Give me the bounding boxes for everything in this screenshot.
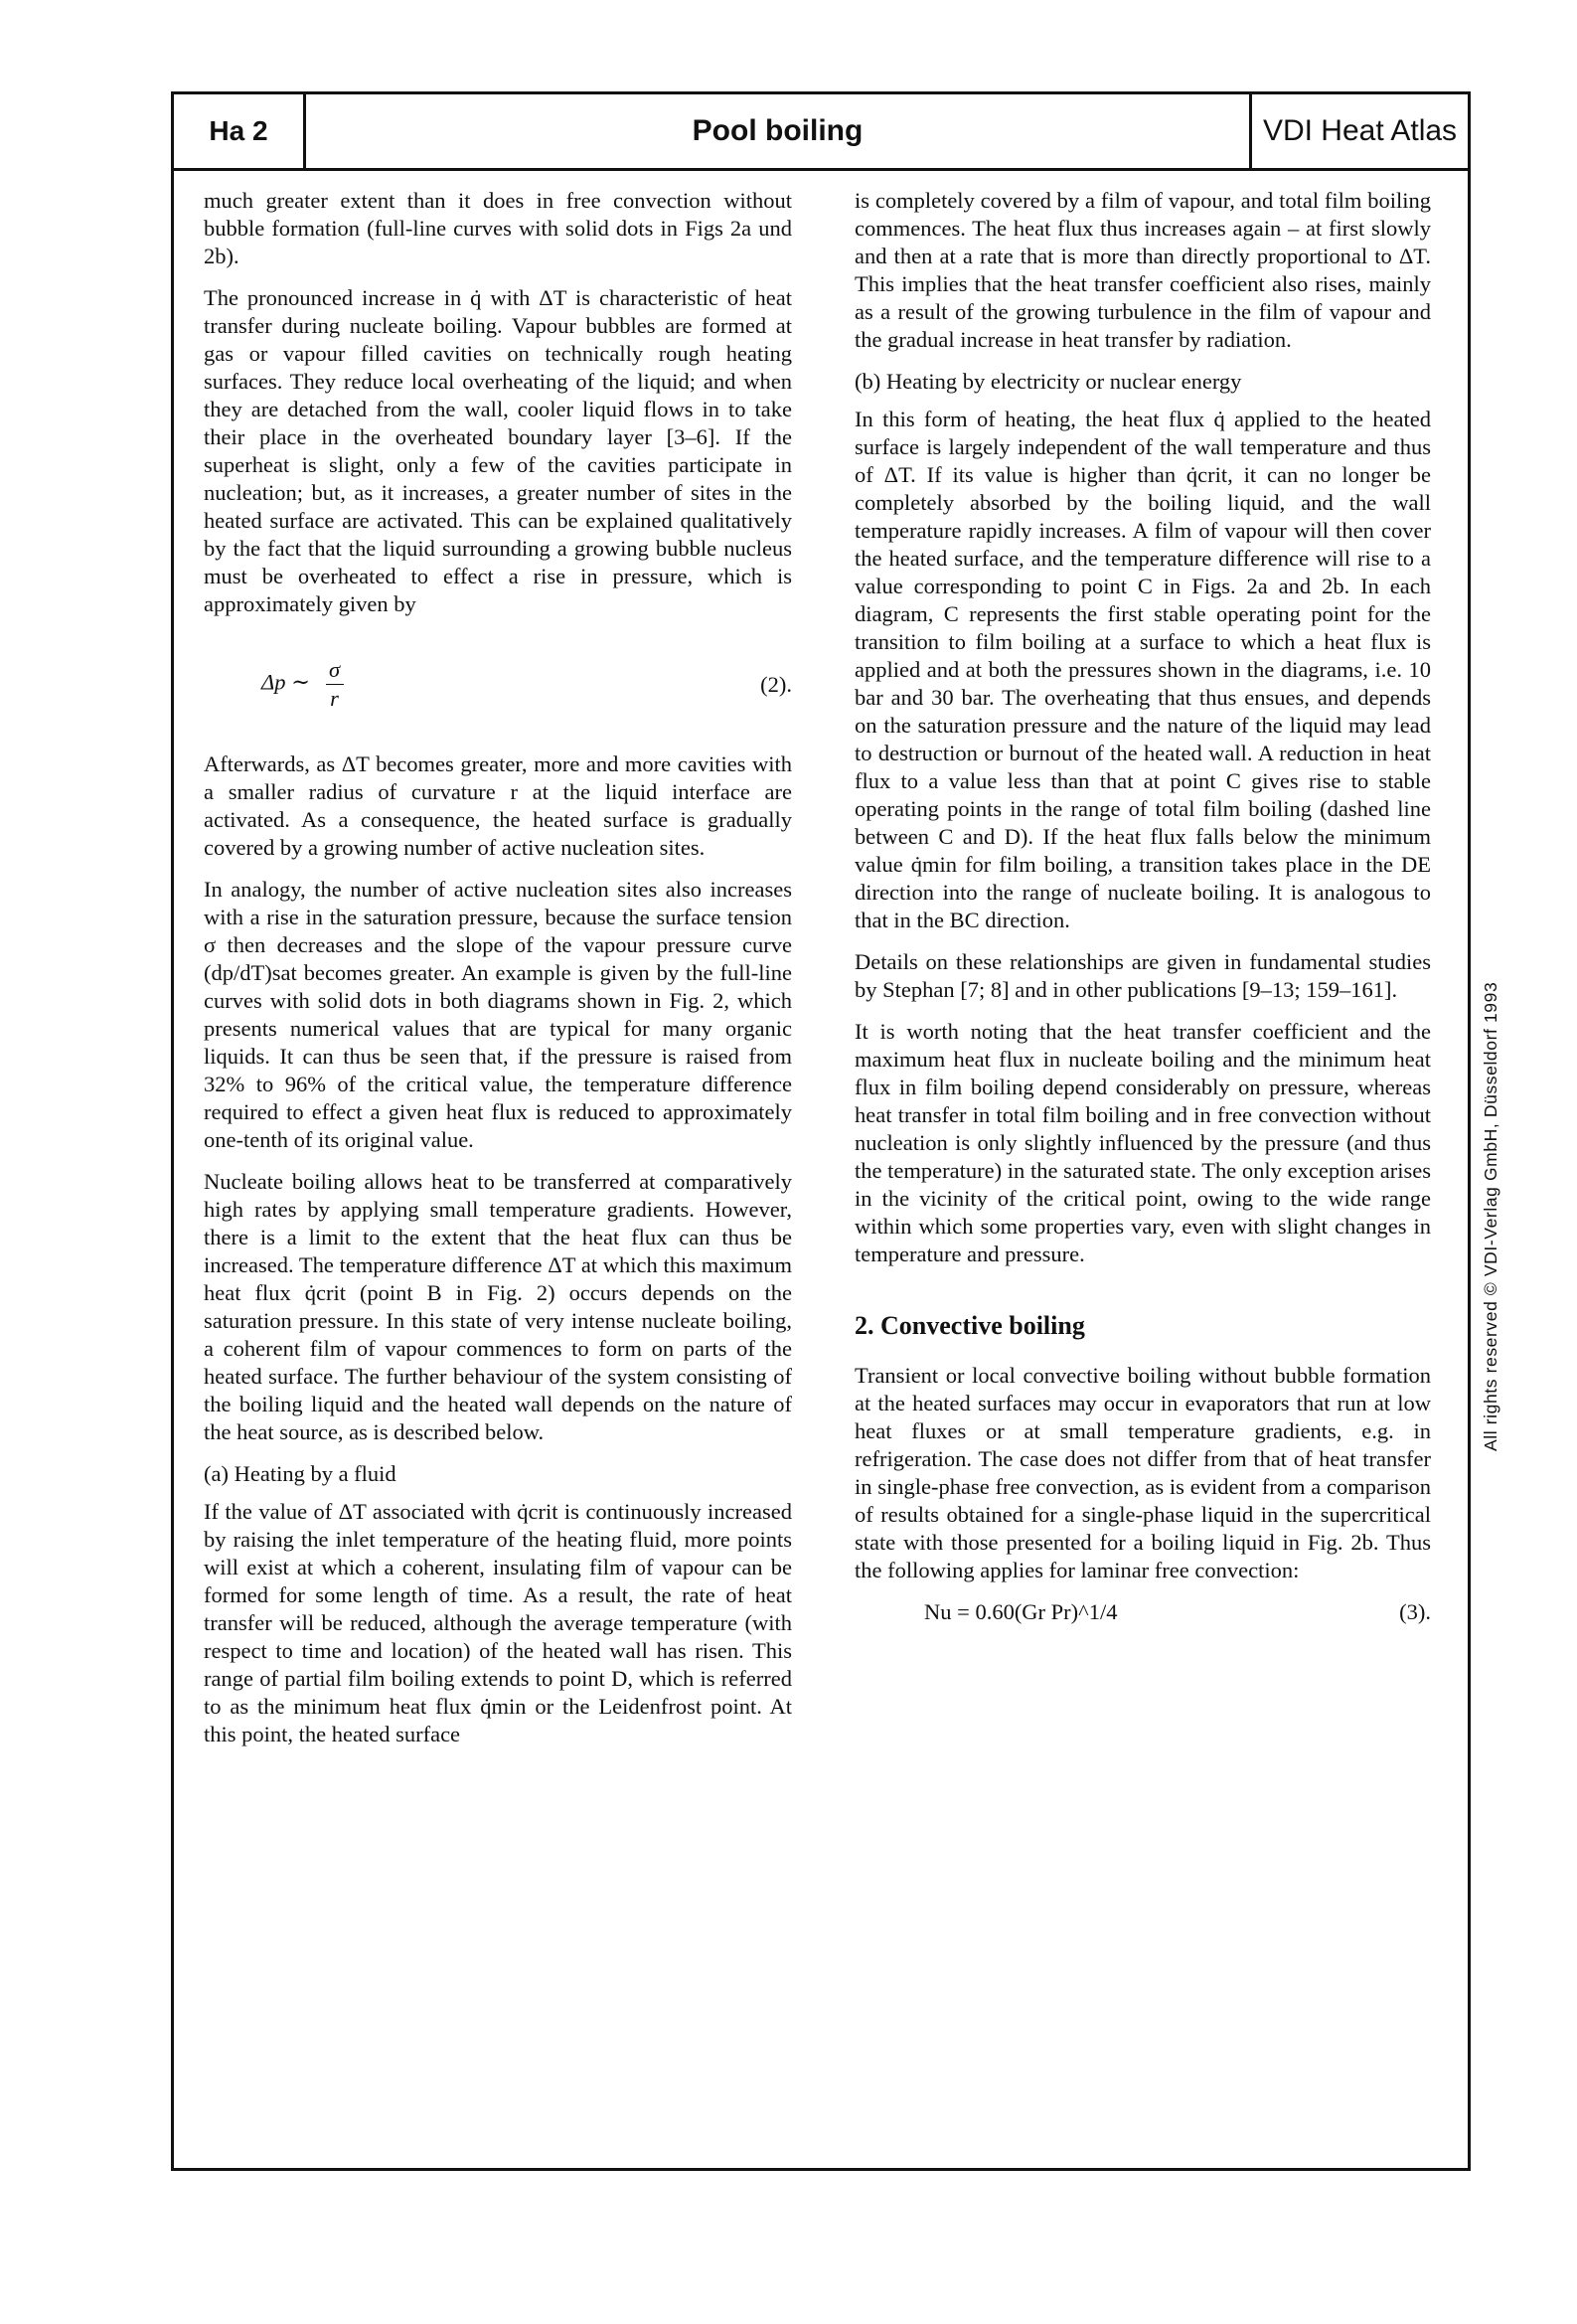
paragraph: Transient or local convective boiling without bubble formation at the heated surfaces may occur in evaporators that run at low heat fluxes or at small temperature gradients, e.g. in refrigeration. The case does not differ from that of heat transfer in single-phase free convection, as is evident from a comparison of results obtained for a single-phase liquid in the supercritical state with those presented for a boiling liquid in Fig. 2b. Thus the following applies for laminar free convection: xyxy=(855,1363,1431,1582)
equation-fraction xyxy=(326,658,344,711)
paragraph: If the value of ΔT associated with q̇crit is continuously increased by raising the inlet temperature of the heating fluid, more points will exist at which a coherent, insulating film of vapour can be formed for some length of time. As a result, the rate of heat transfer will be reduced, although the average temperature (with respect to time and location) of the heated wall has risen. This range of partial film boiling extends to point D, which is referred to as the minimum heat flux q̇min or the Leidenfrost point. At this point, the heated surface xyxy=(204,1499,792,1746)
equation-number: (2). xyxy=(760,671,792,697)
equation-number: (3). xyxy=(1399,1599,1431,1624)
page-header xyxy=(171,91,1471,171)
fraction-numerator: σ xyxy=(329,657,341,682)
section-code: Ha 2 xyxy=(174,94,306,168)
paragraph: Details on these relationships are given in fundamental studies by Stephan [7; 8] and in other publications [9–13; 159–161]. xyxy=(855,949,1431,1002)
paragraph: In this form of heating, the heat flux q̇ applied to the heated surface is largely independent of the wall temperature and thus of ΔT. If its value is higher than q̇crit, it can no longer be completely absorbed by the boiling liquid, and the wall temperature rapidly increases. A film of vapour will then cover the heated surface, and the temperature difference will rise to a value corresponding to point C in Figs. 2a and 2b. In each diagram, C represents the first stable operating point for the transition to film boiling at a surface to which a heat flux is applied and at both the pressures shown in the diagrams, i.e. 10 bar and 30 bar. The overheating that thus ensues, and depends on the saturation pressure and the nature of the liquid may lead to destruction or burnout of the heated wall. A reduction in heat flux to a value less than that at point C gives rise to stable operating points in the range of total film boiling (dashed line between C and D). If the heat flux falls below the minimum value q̇min for film boiling, a transition takes place in the DE direction into the range of nucleate boiling. It is analogous to that in the BC direction. xyxy=(855,407,1431,932)
subheading-b: (b) Heating by electricity or nuclear energy xyxy=(855,369,1242,394)
subheading-a: (a) Heating by a fluid xyxy=(204,1461,396,1486)
paragraph: It is worth noting that the heat transfer coefficient and the maximum heat flux in nucleate boiling and the minimum heat flux in film boiling depend considerably on pressure, whereas heat transfer in total film boiling and in free convection without nucleation is only slightly influenced by the pressure (and thus the temperature) in the saturated state. The only exception arises in the vicinity of the critical point, owing to the wide range within which some properties vary, even with slight changes in temperature and pressure. xyxy=(855,1019,1431,1266)
paragraph: In analogy, the number of active nucleation sites also increases with a rise in the saturation pressure, because the surface tension σ then decreases and the slope of the vapour pressure curve (dp/dT)sat becomes greater. An example is given by the full-line curves with solid dots in both diagrams shown in Fig. 2, which presents numerical values that are typical for many organic liquids. It can thus be seen that, if the pressure is raised from 32% to 96% of the critical value, the temperature difference required to effect a given heat flux is reduced to approximately one-tenth of its original value. xyxy=(204,877,792,1152)
paragraph: is completely covered by a film of vapour, and total film boiling commences. The heat flux thus increases again – at first slowly and then at a rate that is more than directly proportional to ΔT. This implies that the heat transfer coefficient also rises, mainly as a result of the growing turbulence in the film of vapour and the gradual increase in heat transfer by radiation. xyxy=(855,188,1431,352)
book-title: VDI Heat Atlas xyxy=(1249,94,1468,168)
left-column xyxy=(204,187,792,1762)
equation-formula: Nu = 0.60(Gr Pr)^1/4 xyxy=(924,1599,1118,1624)
fraction-denominator: r xyxy=(330,686,339,711)
equation-body xyxy=(261,658,344,711)
equation-lhs: Δp ∼ xyxy=(261,669,310,695)
equation-3 xyxy=(855,1598,1431,1626)
page-title: Pool boiling xyxy=(692,114,864,147)
right-column xyxy=(855,187,1431,1626)
equation-2 xyxy=(204,658,792,711)
paragraph: Nucleate boiling allows heat to be transferred at comparatively high rates by applying small temperature gradients. However, there is a limit to the extent that the heat flux can thus be increased. The temperature difference ΔT at which this maximum heat flux q̇crit (point B in Fig. 2) occurs depends on the saturation pressure. In this state of very intense nucleate boiling, a coherent film of vapour commences to form on parts of the heated surface. The further behaviour of the system consisting of the boiling liquid and the heated wall depends on the nature of the heat source, as is described below. xyxy=(204,1169,792,1444)
fraction-bar xyxy=(326,684,344,685)
paragraph: much greater extent than it does in free convection without bubble formation (full-line curves with solid dots in Figs 2a und 2b). xyxy=(204,188,792,268)
paragraph: The pronounced increase in q̇ with ΔT is characteristic of heat transfer during nucleate boiling. Vapour bubbles are formed at gas or vapour filled cavities on technically rough heating surfaces. They reduce local overheating of the liquid; and when they are detached from the wall, cooler liquid flows in to take their place in the overheated boundary layer [3–6]. If the superheat is slight, only a few of the cavities participate in nucleation; but, as it increases, a greater number of sites in the heated surface are activated. This can be explained qualitatively by the fact that the liquid surrounding a growing bubble nucleus must be overheated to effect a rise in pressure, which is approximately given by xyxy=(204,285,792,616)
paragraph: Afterwards, as ΔT becomes greater, more and more cavities with a smaller radius of curvature r at the liquid interface are activated. As a consequence, the heated surface is gradually covered by a growing number of active nucleation sites. xyxy=(204,751,792,860)
copyright-note: All rights reserved © VDI-Verlag GmbH, Düsseldorf 1993 xyxy=(1481,981,1500,1451)
section-heading: 2. Convective boiling xyxy=(855,1311,1085,1340)
